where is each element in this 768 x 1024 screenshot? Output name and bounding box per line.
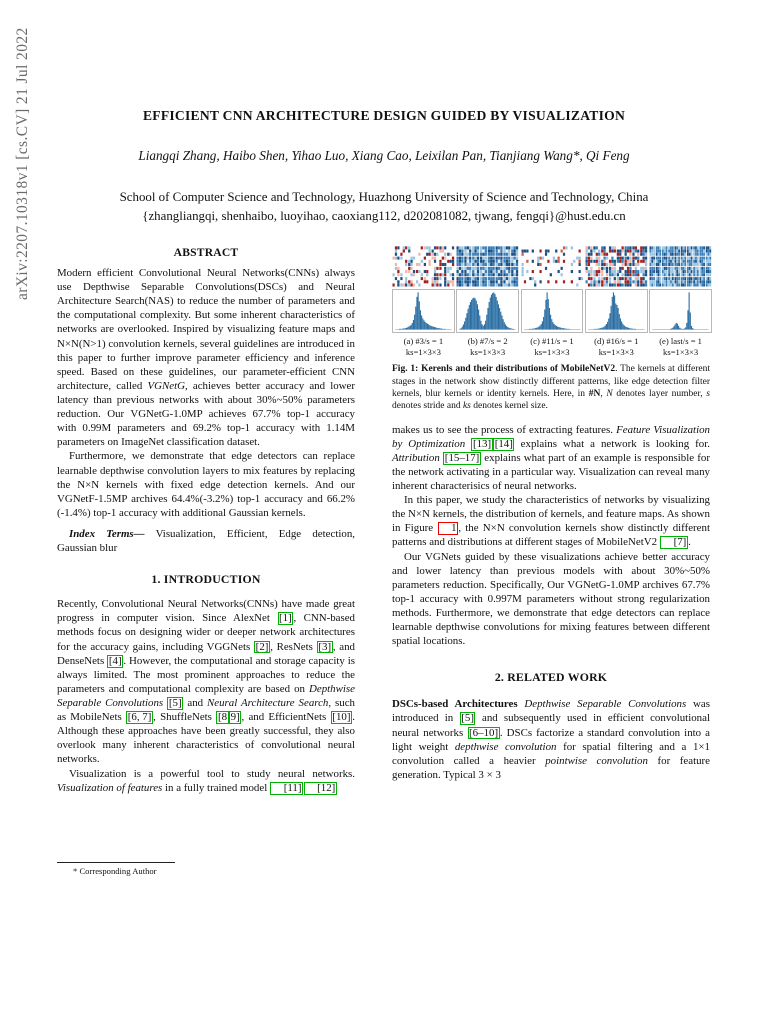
citation-7[interactable]: [7] xyxy=(660,536,688,549)
related-work-paragraph xyxy=(392,697,710,782)
rw-text-e: for feature generation. Typical 3 × 3 xyxy=(392,754,711,781)
histogram-e xyxy=(649,289,712,333)
panel-caption-a xyxy=(392,336,455,359)
right2-text-d: N convolution kernels show distinctly different patterns and distributions at different stages of MobileNetV2 xyxy=(392,522,710,549)
figure-panel-b xyxy=(456,246,519,358)
figure-caption-c: denotes layer number, xyxy=(612,388,707,399)
citation-8[interactable]: [8 xyxy=(217,711,228,724)
citation-9-label: 9 xyxy=(230,711,237,724)
abstract-paragraph-1: Modern efficient Convolutional Neural Networks(CNNs) always use Depthwise Separable Convolutions(DSCs) and Neural Architecture Search(NAS) to reduce the number of parameters and the computational complexity. But some inherent characteristics of networks are overlooked. Inspired by visualizing feature maps and N×N(N>1) convolution kernels, several guidelines are introduced in this paper to further improve parameter efficiency and inference speed. Based on these guidelines, our parameter-efficient CNN architecture, called VGNetG, achieves better accuracy and lower latency than previous networks with about 30%~50% parameters reduction. Our VGNetG-1.0MP achieves 67.7% top-1 accuracy with 0.99M parameters and 69.2% top-1 accuracy with 1.14M parameters on ImageNet classification dataset. xyxy=(57,267,356,449)
dsc-term: Depthwise Separable Convolutions xyxy=(57,682,355,709)
intro-text-h: , ShuffleNets xyxy=(153,711,217,724)
figure-caption-d: denotes stride and xyxy=(392,401,463,412)
right2-text-a: In this paper, we study the characteristics of networks by visualizing the N xyxy=(392,494,710,521)
panel-caption-e xyxy=(649,336,712,359)
intro-text-e: . However, the computational and storage capacity is always limited. The most prominent approaches to reduce the parameters and computational complexity are based on xyxy=(57,654,355,695)
index-terms-value: Visualization, Efficient, Edge detection, Gaussian blur xyxy=(57,527,355,555)
intro-paragraph-2 xyxy=(57,767,355,795)
citation-13[interactable]: [13] xyxy=(472,437,492,450)
citation-4[interactable]: [4] xyxy=(108,654,122,667)
rw-text-b: and subsequently used in efficient convolutional neural networks xyxy=(392,712,710,739)
citation-11[interactable]: [11] xyxy=(270,782,303,795)
kernel-grid-c xyxy=(521,246,584,287)
kernel-grid-e xyxy=(649,246,712,287)
right1-text-b: explains what a network is looking for. xyxy=(514,437,710,450)
abstract-heading: ABSTRACT xyxy=(173,246,239,259)
intro-text-c: , ResNets xyxy=(270,640,317,653)
panel-a-line2: ks=1×3×3 xyxy=(405,346,441,357)
panel-caption-b xyxy=(456,336,519,359)
intro-text-f: and xyxy=(183,696,208,709)
citation-13-label: 13 xyxy=(476,437,488,450)
citation-2[interactable]: [2] xyxy=(255,640,269,653)
introduction-heading: 1. INTRODUCTION xyxy=(151,572,261,587)
left-column xyxy=(57,246,355,795)
rw-depthwise-term: depthwise convolution xyxy=(454,740,557,753)
affiliation-line: School of Computer Science and Technology, Huazhong University of Science and Technology, China xyxy=(119,190,649,205)
citation-9[interactable]: 9] xyxy=(230,711,240,724)
right-paragraph-3: Our VGNets guided by these visualizations achieve better accuracy and lower latency than previous models with about 30%~50% parameters reduction. Specifically, Our VGNetG-1.0MP archives 67.7% top-1 accuracy with 0.997M parameters without strong regularization methods. Furthermore, we demonstrate that edge detectors can replace learnable depthwise convolutions for mixing features between different spatial locations. xyxy=(392,550,710,648)
histogram-b xyxy=(456,289,519,333)
footnote-text: * Corresponding Author xyxy=(73,866,157,876)
citation-5-rw[interactable]: [5] xyxy=(461,712,474,725)
citation-6-7-label: 6, 7 xyxy=(131,711,148,724)
citation-3-label: 3 xyxy=(322,640,328,653)
rw-lead: DSCs-based Architectures xyxy=(392,698,518,711)
figure-caption-a: . The kernels at different stages in the network show distinctly different patterns, like edge detection filter kernels, blur kernels or identity kernels. Here, in xyxy=(392,364,711,399)
right1-text-a: makes us to see the process of extracting features. xyxy=(392,423,617,436)
citation-7-label: 7 xyxy=(677,536,683,549)
intro-text-a: Recently, Convolutional Neural Networks(CNNs) have made great progress in computer vision. Since AlexNet xyxy=(57,598,355,625)
citation-15-17[interactable]: [15–17] xyxy=(444,451,480,464)
author-list: Liangqi Zhang, Haibo Shen, Yihao Luo, Xiang Cao, Leixilan Pan, Tianjiang Wang*, Qi Feng xyxy=(138,147,630,163)
visualization-of-features-term: Visualization of features xyxy=(57,781,163,794)
intro2-text-a: Visualization is a powerful tool to study neural networks. xyxy=(69,767,355,780)
figure-caption-b: , xyxy=(600,388,607,399)
index-terms-label: Index Terms— xyxy=(69,527,145,540)
citation-6-10-label: 6–10 xyxy=(472,726,495,739)
intro-paragraph-1 xyxy=(57,597,355,766)
attribution-term: Attribution xyxy=(392,451,440,464)
right-paragraph-2: In this paper, we study the characteristics of networks by visualizing the N×N kernels, the distribution of kernels, and feature maps. As shown in Figure 1 , the N×N convolution kernels show distinctly different patterns and distributions at different stages of MobileNetV2 [7] . xyxy=(392,494,710,549)
abstract-paragraph-2: Furthermore, we demonstrate that edge detectors can replace learnable depthwise convolution layers to mix features by replacing the N×N kernels with fixed edge detection kernels. And our VGNetF-1.5MP archives 64.4%(-3.2%) top-1 accuracy and 66.2%(-1.4%) top-1 accuracy with additional Gaussian kernels. xyxy=(57,450,355,519)
citation-8-label: 8 xyxy=(221,711,228,724)
figure-caption-s: s xyxy=(706,388,710,399)
intro-text-d: , and DenseNets xyxy=(57,640,355,667)
histogram-d xyxy=(585,289,648,333)
panel-c-line2: ks=1×3×3 xyxy=(534,346,570,357)
citation-6-7[interactable]: [6, 7] xyxy=(127,711,152,724)
intro2-text-b: in a fully trained model xyxy=(162,781,270,794)
right2-text-b: N kernels, the distribution of kernels, and feature maps. As shown in Figure xyxy=(392,508,710,535)
citation-12[interactable]: [12] xyxy=(304,782,337,795)
histogram-c xyxy=(521,289,584,333)
citation-12-label: 12 xyxy=(320,781,332,794)
paper-header xyxy=(57,108,711,226)
abstract2-text-a: Furthermore, we demonstrate that edge detectors can replace learnable depthwise convolution layers to mix features by replacing the N xyxy=(57,450,355,491)
citation-2-label: 2 xyxy=(259,640,265,653)
arxiv-stamp: arXiv:2207.10318v1 [cs.CV] 21 Jul 2022 xyxy=(14,27,31,300)
citation-10-label: 10 xyxy=(335,711,347,724)
panel-e-line2: ks=1×3×3 xyxy=(663,346,699,357)
abstract-text-c: , achieves better accuracy and lower latency than previous networks with about 30%~50% parameters reduction. Our VGNetG-1.0MP achieves 67.7% top-1 accuracy with 0.99M parameters and 69.2% top-1 accuracy with 1.14M parameters on ImageNet classification dataset. xyxy=(57,379,356,449)
page-title: EFFICIENT CNN ARCHITECTURE DESIGN GUIDED BY VISUALIZATION xyxy=(142,108,626,123)
kernel-grid-a xyxy=(392,246,455,287)
citation-5-label: 5 xyxy=(172,696,178,709)
figure-reference-1[interactable] xyxy=(438,522,458,535)
citation-4-label: 4 xyxy=(112,654,118,667)
citation-10[interactable]: [10] xyxy=(332,711,351,724)
citation-14-label: 14 xyxy=(498,437,510,450)
panel-caption-c xyxy=(521,336,584,359)
rw-text-d: for spatial filtering and a 1×1 convolution called a heavier xyxy=(392,740,710,767)
figure-reference-1-label: 1 xyxy=(451,522,457,535)
intro-text-g: , such as MobileNets xyxy=(57,696,355,724)
citation-6-10[interactable]: [6–10] xyxy=(469,726,499,739)
citation-5[interactable]: [5] xyxy=(168,696,182,709)
panel-d-line1: (d) #16/s = 1 xyxy=(594,335,639,346)
panel-e-line1: (e) last/s = 1 xyxy=(659,335,702,346)
intro-text-i: , and EfficientNets xyxy=(241,711,331,724)
citation-15-17-label: 15–17 xyxy=(448,451,476,464)
figure-caption-hashn: #N xyxy=(588,388,601,399)
abstract-text-a: Modern efficient Convolutional Neural Networks(CNNs) always use Depthwise Separable Convolutions(DSCs) and Neural Architecture Search(NAS) to reduce the number of parameters and the computational complexity. But some inherent characteristics of networks are overlooked. Inspired by visualizing feature maps and N xyxy=(57,267,355,350)
abstract2-text-b: N kernels with fixed edge detection kernels. And our VGNetF-1.5MP archives 64.4%(-3.2%) top-1 accuracy and 66.2%(-1.4%) top-1 accuracy with additional Gaussian kernels. xyxy=(57,478,355,519)
figure-panel-e xyxy=(649,246,712,358)
kernel-grid-d xyxy=(585,246,648,287)
figure-caption-e: denotes kernel size. xyxy=(470,401,548,412)
intro-text-j: . Although these approaches have been greatly successful, they also overlook many inherent characteristics of convolutional neural networks. xyxy=(57,711,355,766)
footnote-rule xyxy=(57,862,175,863)
citation-3[interactable]: [3] xyxy=(318,640,332,653)
panel-caption-d xyxy=(585,336,648,359)
figure-panels xyxy=(392,246,710,358)
citation-5-rw-label: 5 xyxy=(464,712,471,725)
panel-a-line1: (a) #3/s = 1 xyxy=(403,335,444,346)
abstract-text-b: N(N>1) convolution kernels, several guidelines are introduced in this paper to further improve parameter efficiency and inference speed. Based on these guidelines, our parameter-efficient CNN architecture, called xyxy=(57,337,355,392)
figure-panel-a xyxy=(392,246,455,358)
citation-1-label: 1 xyxy=(282,612,289,625)
panel-c-line1: (c) #11/s = 1 xyxy=(530,335,574,346)
figure-panel-c xyxy=(521,246,584,358)
figure-caption: Fig. 1: Kerenls and their distributions of MobileNetV2. The kernels at different stages in the network show distinctly different patterns, like edge detection filter kernels, blur kernels or identity kernels. Here, in #N, N denotes layer number, s denotes stride and ks denotes kernel size. xyxy=(392,364,711,412)
figure-caption-bold: Kerenls and their distributions of MobileNetV2 xyxy=(421,364,616,375)
email-line: {zhangliangqi, shenhaibo, luoyihao, caoxiang112, d202081082, tjwang, fengqi}@hust.edu.cn xyxy=(142,208,626,223)
nas-term: Neural Architecture Search xyxy=(207,696,329,709)
figure-label: Fig. 1 xyxy=(392,364,416,375)
figure-1 xyxy=(392,246,710,413)
right-paragraph-1 xyxy=(392,423,710,494)
rw-text-a: was introduced in xyxy=(392,698,710,725)
right2-text-e: . xyxy=(688,536,691,549)
histogram-a xyxy=(392,289,455,333)
intro-text-b: , CNN-based methods focus on designing wider or deeper network architectures for the accuracy gains, including VGGNets xyxy=(57,612,355,653)
right-column xyxy=(392,246,710,782)
citation-1[interactable]: [1] xyxy=(279,612,292,625)
kernel-grid-b xyxy=(456,246,519,287)
panel-b-line1: (b) #7/s = 2 xyxy=(467,335,508,346)
related-work-heading: 2. RELATED WORK xyxy=(494,670,608,685)
footnote xyxy=(57,862,227,876)
rw-text-c: . DSCs factorize a standard convolution into a light weight xyxy=(392,726,710,753)
figure-caption-n: N xyxy=(606,388,613,399)
right2-text-c: , the N xyxy=(458,522,491,535)
citation-14[interactable]: [14] xyxy=(494,437,513,450)
citation-11-label: 11 xyxy=(287,781,298,794)
rw-pointwise-term: pointwise convolution xyxy=(545,754,648,767)
figure-caption-ks: ks xyxy=(462,401,471,412)
right1-text-c: explains what part of an example is responsible for the network activating in a particular way. Visualization can reveal many inherent characterisics of neural networks. xyxy=(392,451,710,492)
feature-visualization-term: Feature Visualization by Optimization xyxy=(392,423,710,450)
vgnetg-term: VGNetG xyxy=(147,379,185,392)
panel-d-line2: ks=1×3×3 xyxy=(598,346,634,357)
figure-panel-d xyxy=(585,246,648,358)
index-terms-paragraph xyxy=(57,527,355,555)
rw-dsc-term: Depthwise Separable Convolutions xyxy=(524,698,687,711)
panel-b-line2: ks=1×3×3 xyxy=(470,346,506,357)
